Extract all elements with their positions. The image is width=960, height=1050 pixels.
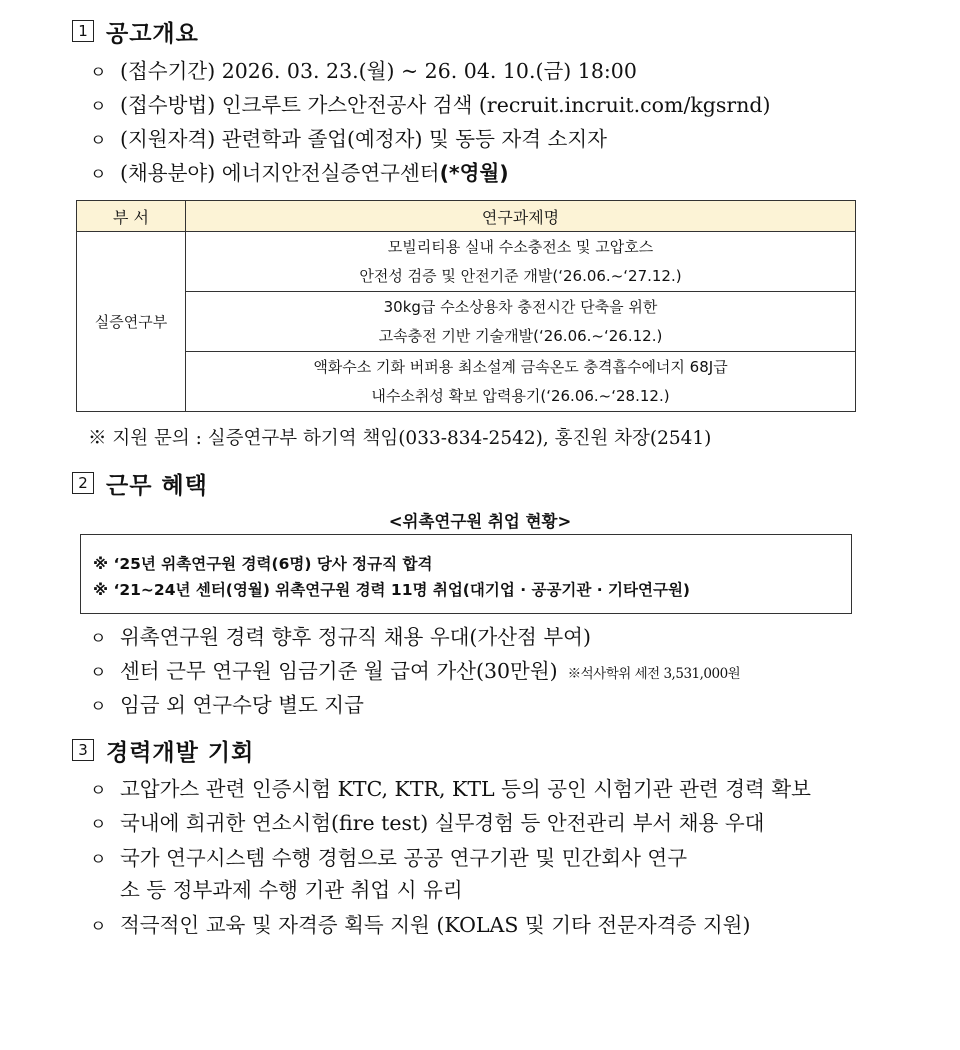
project-line: 안전성 검증 및 안전기준 개발(‘26.06.~‘27.12.) — [359, 266, 682, 285]
bullet-mark: ㅇ — [90, 63, 107, 83]
bullet-mark: ㅇ — [90, 850, 107, 870]
project-cell — [186, 292, 856, 352]
overview-bullet — [90, 124, 607, 154]
bullet-text: (지원자격) 관련학과 졸업(예정자) 및 동등 자격 소지자 — [120, 127, 607, 151]
career-bullet — [90, 774, 811, 804]
section-1-heading — [72, 14, 199, 48]
overview-bullet — [90, 56, 637, 86]
bullet-mark: ㅇ — [90, 917, 107, 937]
section-2-heading — [72, 466, 208, 500]
career-bullet — [90, 910, 750, 940]
project-table — [76, 200, 856, 412]
bullet-text: 임금 외 연구수당 별도 지급 — [120, 693, 364, 717]
project-line: 내수소취성 확보 압력용기(‘26.06.~‘28.12.) — [371, 386, 670, 405]
bullet-text: 센터 근무 연구원 임금기준 월 급여 가산(30만원) — [120, 659, 558, 683]
project-line: 30kg급 수소상용차 충전시간 단축을 위한 — [383, 297, 658, 316]
bullet-mark: ㅇ — [90, 663, 107, 683]
table-header-row — [77, 201, 856, 232]
project-cell — [186, 232, 856, 292]
table-row — [77, 352, 856, 412]
bullet-mark: ㅇ — [90, 131, 107, 151]
status-title: <위촉연구원 취업 현황> — [388, 512, 572, 531]
section-3-heading — [72, 733, 254, 767]
department-cell: 실증연구부 — [77, 232, 186, 412]
bullet-text: 위촉연구원 경력 향후 정규직 채용 우대(가산점 부여) — [120, 625, 591, 649]
bullet-mark: ㅇ — [90, 629, 107, 649]
section-number: 2 — [72, 472, 94, 494]
contact-note: ※ 지원 문의 : 실증연구부 하기역 책임(033-834-2542), 홍진원 차장(2541) — [88, 428, 712, 449]
project-cell — [186, 352, 856, 412]
career-bullet — [90, 843, 687, 873]
table-row — [77, 292, 856, 352]
benefit-bullet — [90, 622, 591, 652]
overview-bullet — [90, 158, 509, 188]
header-project: 연구과제명 — [186, 201, 856, 232]
section-title: 공고개요 — [106, 20, 199, 47]
bullet-text: (접수기간) 2026. 03. 23.(월) ~ 26. 04. 10.(금) 18:00 — [120, 59, 637, 83]
bullet-mark: ㅇ — [90, 165, 107, 185]
header-department: 부 서 — [77, 201, 186, 232]
benefit-bullet — [90, 690, 364, 720]
section-title: 근무 혜택 — [106, 472, 208, 499]
bullet-text: 국가 연구시스템 수행 경험으로 공공 연구기관 및 민간회사 연구 — [120, 846, 688, 870]
status-line: ※ ‘25년 위촉연구원 경력(6명) 당사 정규직 합격 — [93, 555, 433, 573]
salary-note: ※석사학위 세전 3,531,000원 — [567, 666, 741, 682]
project-line: 고속충전 기반 기술개발(‘26.06.~‘26.12.) — [378, 326, 663, 345]
career-bullet-continuation: 소 등 정부과제 수행 기관 취업 시 유리 — [120, 878, 463, 902]
project-line: 모빌리티용 실내 수소충전소 및 고압호스 — [387, 237, 654, 256]
bullet-mark: ㅇ — [90, 697, 107, 717]
bullet-text: 적극적인 교육 및 자격증 획득 지원 (KOLAS 및 기타 전문자격증 지원) — [120, 913, 751, 937]
status-box — [80, 534, 852, 614]
table-row — [77, 232, 856, 292]
bullet-text: (채용분야) 에너지안전실증연구센터 — [120, 161, 440, 185]
bullet-mark: ㅇ — [90, 781, 107, 801]
bullet-mark: ㅇ — [90, 97, 107, 117]
field-location: (*영월) — [439, 161, 509, 185]
bullet-text: 국내에 희귀한 연소시험(fire test) 실무경험 등 안전관리 부서 채용 우대 — [120, 811, 765, 835]
section-title: 경력개발 기회 — [106, 739, 255, 766]
overview-bullet — [90, 90, 771, 120]
section-number: 1 — [72, 20, 94, 42]
benefit-bullet — [90, 656, 740, 686]
bullet-mark: ㅇ — [90, 815, 107, 835]
bullet-text: (접수방법) 인크루트 가스안전공사 검색 (recruit.incruit.com/kgsrnd) — [120, 93, 771, 117]
project-line: 액화수소 기화 버퍼용 최소설계 금속온도 충격흡수에너지 68J급 — [313, 357, 728, 376]
bullet-text: 고압가스 관련 인증시험 KTC, KTR, KTL 등의 공인 시험기관 관련 경력 확보 — [120, 777, 811, 801]
status-line: ※ ‘21~24년 센터(영월) 위촉연구원 경력 11명 취업(대기업 · 공공기관 · 기타연구원) — [93, 581, 691, 599]
section-number: 3 — [72, 739, 94, 761]
career-bullet — [90, 808, 764, 838]
